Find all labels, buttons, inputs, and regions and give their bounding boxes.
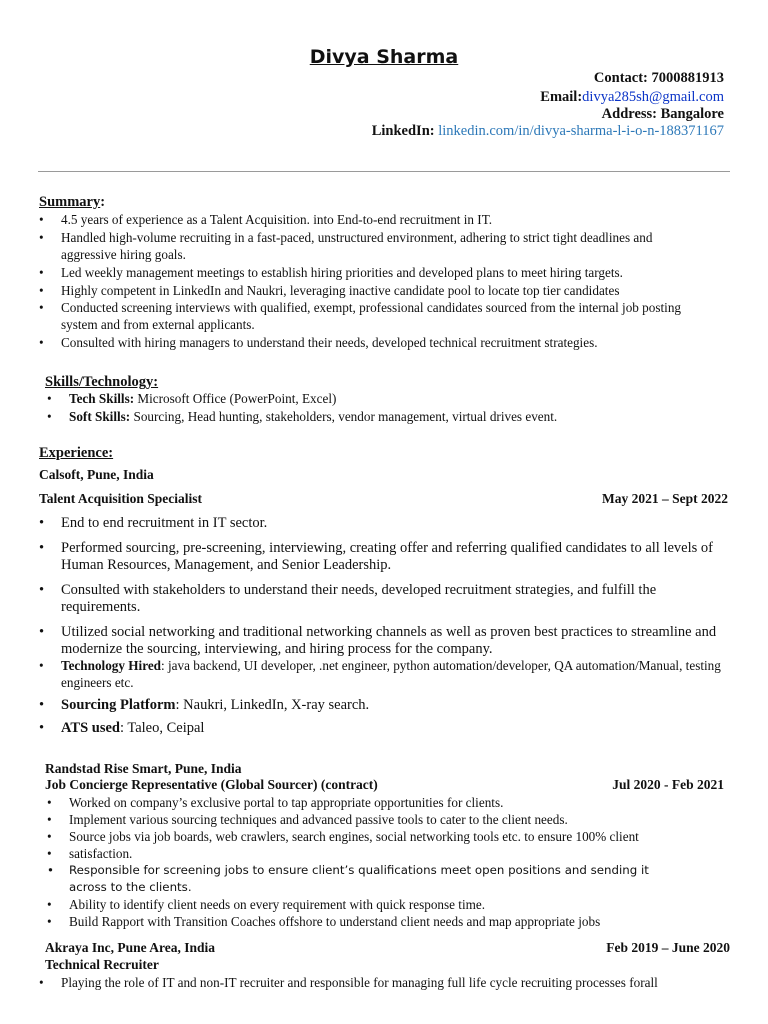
job-duty: • Consulted with stakeholders to understand their needs, developed recruitment strategies, and fulfill the requirements. bbox=[37, 582, 737, 617]
job-duty: • Performed sourcing, pre-screening, interviewing, creating offer and referring qualified candidates to all levels of Human Resources, Management, and Senior Leadership. bbox=[37, 540, 737, 575]
summary-item: • Conducted screening interviews with qualified, exempt, professional candidates sourced from the internal job posting system and from external applicants. bbox=[37, 299, 727, 333]
job-company: Akraya Inc, Pune Area, India bbox=[45, 940, 216, 955]
job-duty: • Worked on company’s exclusive portal to tap appropriate opportunities for clients. bbox=[45, 794, 725, 811]
job-role: Technical Recruiter bbox=[45, 957, 159, 972]
candidate-name: Divya Sharma bbox=[309, 46, 459, 68]
skill-item: • Soft Skills: Sourcing, Head hunting, stakeholders, vendor management, virtual drives event. bbox=[45, 408, 725, 425]
experience-heading: Experience: bbox=[39, 445, 114, 461]
job-dates: May 2021 – Sept 2022 bbox=[602, 491, 728, 506]
job-duty: • Ability to identify client needs on every requirement with quick response time. bbox=[45, 896, 725, 913]
job-duties-list bbox=[37, 515, 737, 659]
job-role: Job Concierge Representative (Global Sourcer) (contract) bbox=[45, 777, 378, 792]
job-labeled-list bbox=[37, 657, 737, 691]
skill-item: • Tech Skills: Microsoft Office (PowerPoint, Excel) bbox=[45, 390, 725, 407]
job-company: Calsoft, Pune, India bbox=[39, 467, 154, 482]
job-dates: Feb 2019 – June 2020 bbox=[606, 940, 730, 955]
job-dates: Jul 2020 - Feb 2021 bbox=[612, 777, 724, 792]
job-duty: • satisfaction. bbox=[45, 845, 725, 862]
job-duty: • End to end recruitment in IT sector. bbox=[37, 515, 737, 533]
job-duty: • Utilized social networking and traditional networking channels as well as proven best practices to streamline and modernize the sourcing, interviewing, and hiring process for the company. bbox=[37, 624, 737, 659]
job-role: Talent Acquisition Specialist bbox=[39, 491, 203, 506]
summary-list bbox=[37, 211, 727, 351]
job-labeled-list-2 bbox=[37, 697, 737, 737]
email-label: Email: bbox=[540, 89, 583, 105]
summary-item: • Handled high-volume recruiting in a fast-paced, unstructured environment, adhering to strict tight deadlines and aggressive hiring goals. bbox=[37, 229, 727, 263]
summary-item: • Consulted with hiring managers to understand their needs, developed technical recruitment strategies. bbox=[37, 334, 727, 351]
summary-heading: Summary: bbox=[39, 194, 106, 210]
job-labeled-item: • Sourcing Platform: Naukri, LinkedIn, X-ray search. bbox=[37, 697, 737, 715]
linkedin-link[interactable]: linkedin.com/in/divya-sharma-l-i-o-n-188371167 bbox=[438, 123, 724, 139]
linkedin-label: LinkedIn: bbox=[371, 123, 435, 139]
contact-linkedin bbox=[372, 123, 724, 140]
email-link[interactable]: divya285sh@gmail.com bbox=[582, 89, 724, 105]
job-labeled-item: • ATS used: Taleo, Ceipal bbox=[37, 720, 737, 738]
header-divider bbox=[38, 171, 730, 172]
job-duty: • Implement various sourcing techniques and advanced passive tools to cater to the client needs. bbox=[45, 811, 725, 828]
job-duties-list bbox=[37, 974, 737, 991]
summary-item: • Highly competent in LinkedIn and Naukri, leveraging inactive candidate pool to locate top tier candidates bbox=[37, 282, 727, 299]
skills-heading: Skills/Technology: bbox=[45, 374, 159, 390]
contact-address: Address: Bangalore bbox=[601, 106, 724, 122]
job-duty: • Responsible for screening jobs to ensure client’s qualifications meet open positions and sending it across to the clients. bbox=[45, 862, 725, 896]
contact-email bbox=[540, 89, 724, 106]
contact-phone: Contact: 7000881913 bbox=[593, 70, 724, 86]
skills-list bbox=[45, 390, 725, 425]
job-labeled-item: • Technology Hired: java backend, UI developer, .net engineer, python automation/developer, QA automation/Manual, testing engineers etc. bbox=[37, 657, 737, 691]
job-duty: • Build Rapport with Transition Coaches offshore to understand client needs and map appropriate jobs bbox=[45, 913, 725, 930]
job-duty: • Playing the role of IT and non-IT recruiter and responsible for managing full life cycle recruiting processes forall bbox=[37, 974, 737, 991]
summary-item: • 4.5 years of experience as a Talent Acquisition. into End-to-end recruitment in IT. bbox=[37, 211, 727, 228]
job-company: Randstad Rise Smart, Pune, India bbox=[45, 761, 242, 776]
job-duty: • Source jobs via job boards, web crawlers, search engines, social networking tools etc. to ensure 100% client bbox=[45, 828, 725, 845]
summary-item: • Led weekly management meetings to establish hiring priorities and developed plans to meet hiring targets. bbox=[37, 264, 727, 281]
job-duties-list bbox=[45, 794, 725, 930]
